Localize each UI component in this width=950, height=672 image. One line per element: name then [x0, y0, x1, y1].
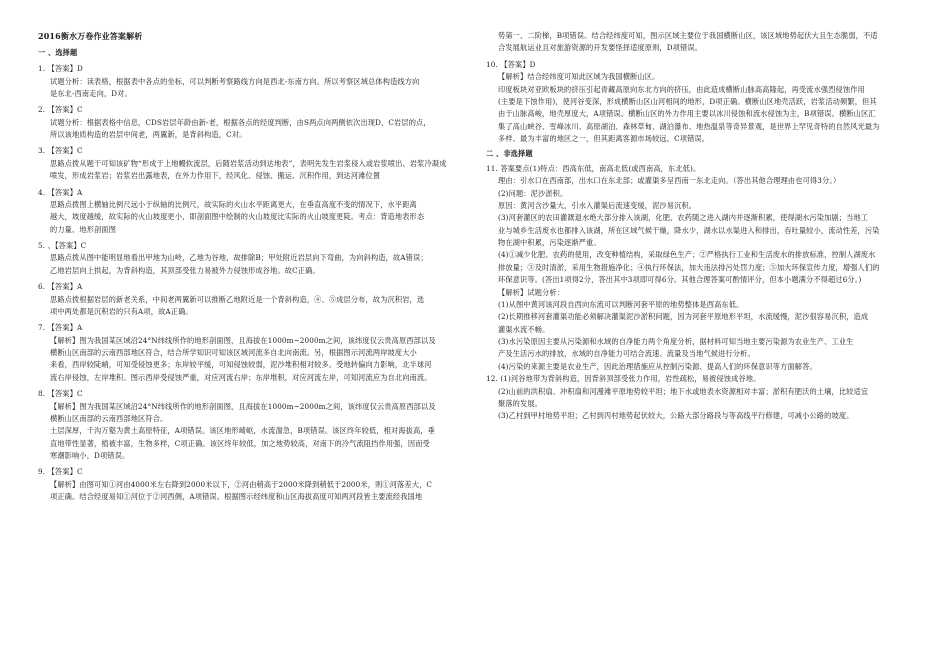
text-line: 势第一、二阶梯，B项错误。结合经纬度可知，图示区域主要位于我国横断山区，该区域地势起伏大且生态脆弱，不适: [498, 31, 878, 40]
text-line: 6. 【答案】A: [38, 282, 83, 292]
text-line: 排放量；③及时清淤，采用生物措施净化；④执行环保法，加大违法排污处罚力度；⑤加大环保宣传力度，增强人们的: [498, 262, 880, 272]
text-line: 4. 【答案】A: [38, 187, 83, 197]
text-line: 思路点拨从图中能明显地看出甲地为山岭，乙地为谷地，故排除B；甲处附近岩层向下弯曲，为向斜构造，故A错误；: [50, 253, 428, 263]
text-line: 3. 【答案】C: [38, 146, 83, 156]
text-line: (2)问题：泥沙淤积。: [498, 188, 568, 198]
text-line: (3)水污染原因主要从污染源和水域的自净能力两个角度分析，据材料可知当地主要污染源为农业生产、工业生: [498, 337, 854, 346]
text-line: 【解析】试题分析：: [498, 287, 565, 297]
text-line: 10. 【答案】D: [486, 59, 536, 69]
text-line: 理由：引水口在西南部，出水口在东北部；或灌渠多呈西南一东北走向。（答出其他合理理由也可得3分。）: [498, 176, 841, 186]
right-text-lines: [486, 30, 914, 423]
right-column: [486, 30, 914, 423]
text-line: (4)污染的来源主要是农业生产，因此治理措施应从控制污染源、提高人们的环保意识等方面解答。: [498, 361, 817, 371]
text-line: 越大，坡度越缓，故实际的火山坡度更小，即剖面图中绘制的火山坡度比实际的火山坡度更陡。考点：背造地表形态: [50, 212, 425, 222]
text-line: 多样、最为丰富的地区之一，但其距离客源市场较远，C项错误。: [498, 134, 710, 143]
text-line: 1. 【答案】D: [38, 64, 83, 74]
text-line: (2)长期推移河套灌渠功能必须解决灌渠泥沙淤积问题，因为河套平原地形平坦，水流缓慢，泥沙很容易沉积，造成: [498, 312, 869, 322]
text-line: 7. 【答案】A: [38, 323, 83, 333]
text-line: 试题分析：根据表格中信息，CDS岩层年龄由新-老，根据各点的经度判断，由S两点向两侧依次出现D、C岩层的点，: [50, 117, 431, 127]
text-line: 喷发，形成岩浆岩；岩浆岩出露地表，在外力作用下，经风化、侵蚀、搬运、沉积作用，到达河滩位置: [50, 171, 381, 181]
text-line: 业与城乡生活废水也都排入该湖，所在区域气候干燥，降水少，湖水以水渠进入和排出，吞吐量较小，流动性差，污染: [498, 225, 880, 235]
text-line: 印度板块对亚欧板块的挤压引起青藏高原向东北方向的挤压，由此造成横断山脉高高隆起，再受流水强烈侵蚀作用: [498, 84, 865, 94]
text-line: 原因：黄河含沙量大，引水入灌渠后流速变缓，泥沙易沉积。: [498, 200, 697, 210]
text-line: 【解析】由图可知①河由4000米左右降到2000米以下，②河由稍高于2000米降到稍低于2000米，则①河落差大，C: [50, 479, 433, 489]
text-line: 11. 答案要点(1)特点：西高东低，南高北低(或西南高，东北低)。: [486, 163, 701, 173]
text-line: 横断山区南部的云南西部地区符合。: [50, 413, 168, 423]
text-line: 【解析】结合经纬度可知此区域为我国横断山区。: [498, 72, 660, 82]
text-line: 灌渠水流不畅。: [498, 324, 550, 334]
text-line: 聚落的发展。: [498, 398, 543, 408]
left-text-lines: [38, 63, 466, 503]
text-line: 【解析】图为我国某区域沿24°N纬线所作的地形剖面图，且海拔在1000m~2000m之间，该纬度仅云贵高原西部以及: [50, 401, 436, 411]
text-line: (3)乙村到甲村地势平坦；乙村到丙村地势起伏较大，公路大部分路段与等高线平行修建，可减小公路的坡度。: [498, 411, 854, 421]
text-line: 乙地岩层向上拱起，为背斜构造，其顶部受张力易被外力侵蚀形成谷地。故C正确。: [50, 265, 320, 275]
text-line: 思路点拨图上横轴比例尺远小于纵轴的比例尺，故实际的火山水平距离更大，在垂直高度不变的情况下，水平距离: [50, 199, 417, 209]
text-line: 集了高山峡谷、雪峰冰川、高原湖泊、森林草甸、湖泊瀑布、地热温泉等奇异景观，是世界上罕见奇特的自然风光最为: [498, 121, 880, 131]
text-line: 直地带性显著，植被丰富，生物多样，C项正确。该区终年较低，加之地势较高，对南下的冷气流阻挡作用强，因而受: [50, 438, 430, 448]
text-line: 物在湖中积累，污染逐渐严重。: [498, 238, 601, 247]
text-line: (4)①减少化肥、农药的使用，改变种植结构，采取绿色生产；②严格执行工业和生活废水的排放标准，控制人湖废水: [498, 250, 876, 260]
text-line: (3)河套灌区的农田灌溉退水绝大部分排入该湖，化肥、农药随之进入湖内并逐渐积累，使得湖水污染加剧；当地工: [498, 213, 869, 223]
text-line: 横断山区南部的云南西部地区符合，结合所学知识可知该区域河流多自北向南流。另，根据图示河流两岸坡度大小: [50, 348, 417, 357]
document-title: 2016衡水万卷作业答案解析: [38, 31, 143, 41]
text-line: 试题分析：读表格，根据表中各点的坐标，可以判断考察路线方向是西北-东南方向。所以考察区域总体构造线方向: [50, 76, 420, 86]
text-line: 所以该地质构造的岩层中间老，两翼新，是背斜构造，C对。: [50, 130, 247, 139]
text-line: 9. 【答案】C: [38, 467, 83, 477]
text-line: 项正确。结合经度易知①河位于②河西侧，A项错误。根据图示经纬度和山区海拔高度可知两河段皆主要流经我国地: [50, 492, 423, 502]
text-line: 项中两处都是沉积岩的只有A项，故A正确。: [50, 306, 193, 316]
text-line: 流右岸侵蚀，左岸堆积。图示西岸受侵蚀严重，对应河流右岸；东岸堆积，对应河流左岸，可知河流应为自北向南流。: [50, 372, 432, 382]
text-line: 来看，西岸较陡峭，可知受侵蚀更多；东岸较平缓，可知侵蚀较弱，泥沙堆积相对较多。受地转偏向力影响，北半球河: [50, 360, 432, 370]
text-line: 【解析】图为我国某区域沿24°N纬线所作的地形剖面图，且海拔在1000m~2000m之间，该纬度仅云贵高原西部以及: [50, 335, 436, 345]
text-line: 12. (1)河谷地带为背斜构造，因背斜顶部受张力作用，岩性疏松，易被侵蚀成谷地。: [486, 374, 761, 384]
text-line: 2. 【答案】C: [38, 105, 83, 115]
text-line: 合发展航运业且对旅游资源的开发要怪择适度原则，D项错误。: [498, 43, 703, 53]
text-line: 5. 、【答案】C: [38, 241, 87, 250]
text-line: 由于山脉高峻，地壳厚度大，A项错误。横断山区的外力作用主要以冰川侵蚀和流水侵蚀为主，B项错误。横断山区汇: [498, 109, 876, 119]
section-heading-choice: 一 、选择题: [38, 47, 78, 57]
text-line: 寒潮影响小，D项错误。: [50, 451, 130, 460]
text-line: (主要是下蚀作用)，使河谷变深，形成横断山区山河相间的地形，D项正确。横断山区地壳活跃，岩浆活动频繁，但其: [498, 96, 877, 106]
text-line: 思路点拨从题干可知该矿物“形成于上地幔软流层，后随岩浆活动到达地表”，表明先发生岩浆侵入或岩浆喷出、岩浆冷凝成: [50, 158, 447, 168]
text-line: (1)从图中黄河该河段自西向东流可以判断河套平原的地势整体是西高东低。: [498, 299, 744, 309]
section-heading: 二 、非选择题: [486, 149, 533, 159]
text-line: 环保意识等。(答出1项得2分，答出其中3项即可得6分。其他合理答案可酌情评分，但本小题满分不得超过6分。): [498, 275, 862, 285]
text-line: 的力量、地形剖面图: [50, 224, 117, 234]
text-line: 土层深厚，千沟万壑为黄土高原特征，A项错误。该区地形崎岖，水流湍急，B项错误。该区终年较低，相对海拔高，垂: [50, 426, 435, 436]
text-line: (2)山前的洪积扇、冲积扇和河漫滩平原地势较平坦；地下水或地表水资源相对丰富；淤积有肥沃的土壤，比较适宜: [498, 386, 869, 396]
text-line: 思路点拨根据岩层的新老关系，中间老两翼新可以推断乙地附近是一个背斜构造，④、⑤成层分布，故为沉积岩，选: [50, 294, 425, 304]
text-line: 8. 【答案】C: [38, 389, 83, 399]
text-line: 产及生活污水的排放，水域的自净能力可结合流速、流量及当地气候进行分析。: [498, 349, 755, 359]
text-line: 是东北-西南走向，D对。: [50, 88, 132, 98]
left-column: [38, 30, 466, 504]
